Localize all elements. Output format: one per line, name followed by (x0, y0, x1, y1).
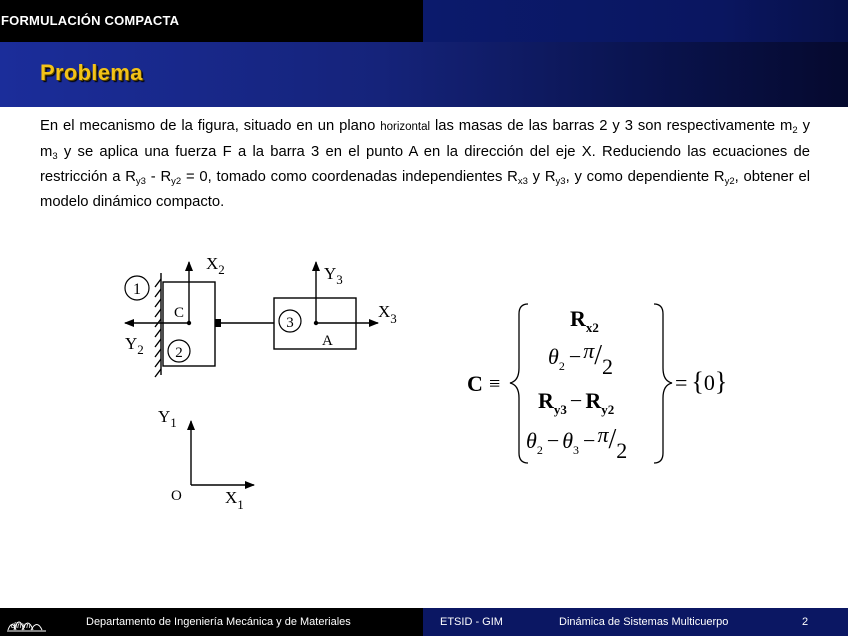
page-number: 2 (802, 616, 809, 628)
subscript: y3 (135, 176, 146, 187)
y1-label: $Y_1$ (158, 407, 177, 430)
text-run: y m (40, 118, 810, 160)
point-a-label: A (322, 333, 333, 349)
footer-department: Departamento de Ingeniería Mecánica y de Materiales (86, 616, 351, 628)
x3-label: $X_3$ (378, 302, 397, 326)
top-bar-right (423, 0, 848, 42)
body-1-label: 1 (133, 281, 141, 298)
text-run: = 0, tomado como coordenadas independientes R (181, 169, 518, 185)
right-brace (654, 304, 672, 463)
eq-equiv: ≡ (489, 373, 501, 395)
text-run: - R (145, 169, 172, 185)
ground-wall (155, 273, 161, 377)
subscript: 3 (52, 151, 58, 162)
subscript: y2 (171, 176, 182, 187)
x2-label: $X_2$ (206, 254, 225, 277)
eq-row-4: $\theta_2 - \theta_3 -\pi/2$ (526, 422, 628, 463)
body-3-label: 3 (286, 315, 294, 331)
text-run: , y como dependiente R (565, 169, 725, 185)
footer (0, 608, 848, 636)
subscript: y2 (724, 176, 735, 187)
svg-text:dimm: dimm (11, 621, 31, 630)
eq-row-1: $R_{x2}$ (570, 306, 599, 335)
text-run: En el mecanismo de la figura, situado en un plano (40, 118, 381, 134)
constraint-equation (462, 298, 742, 473)
mechanism-figure (110, 245, 420, 520)
origin-label: O (171, 488, 182, 504)
y2-label: $Y_2$ (125, 334, 144, 357)
text-run: y R (527, 169, 556, 185)
point-c-dot (187, 321, 191, 325)
eq-lhs: C (467, 371, 483, 396)
slide-title: Problema (40, 60, 143, 85)
point-a-dot (314, 321, 318, 325)
text-run: las masas de las barras 2 y 3 son respectivamente m (430, 118, 793, 134)
subscript: x3 (517, 176, 528, 187)
eq-rhs: = {0} (675, 367, 728, 396)
point-c-label: C (174, 305, 185, 321)
footer-course: Dinámica de Sistemas Multicuerpo (559, 616, 729, 628)
title-bar (0, 42, 848, 107)
footer-school: ETSID - GIM (440, 616, 503, 628)
text-run-horizontal: horizontal (380, 121, 431, 133)
subscript: 2 (792, 125, 798, 136)
text-run: , obtener el modelo dinámico compacto. (40, 169, 811, 210)
dimm-logo-icon (6, 611, 48, 633)
eq-row-3: $R_{y3} - R_{y2}$ (538, 388, 615, 417)
top-bar (0, 0, 848, 42)
problem-statement (40, 114, 810, 215)
body-2-label: 2 (175, 345, 183, 361)
y3-label: $Y_3$ (324, 264, 343, 287)
section-label: FORMULACIÓN COMPACTA (1, 13, 180, 28)
subscript: y3 (555, 176, 566, 187)
x1-label: $X_1$ (225, 488, 244, 512)
text-run: y se aplica una fuerza F a la barra 3 en el punto A en la dirección del eje X. Reduciendo las ecuaciones de restricción a R (40, 144, 810, 185)
eq-row-2: $\theta_2 -\pi/2$ (548, 338, 614, 379)
slider-block (215, 319, 221, 327)
